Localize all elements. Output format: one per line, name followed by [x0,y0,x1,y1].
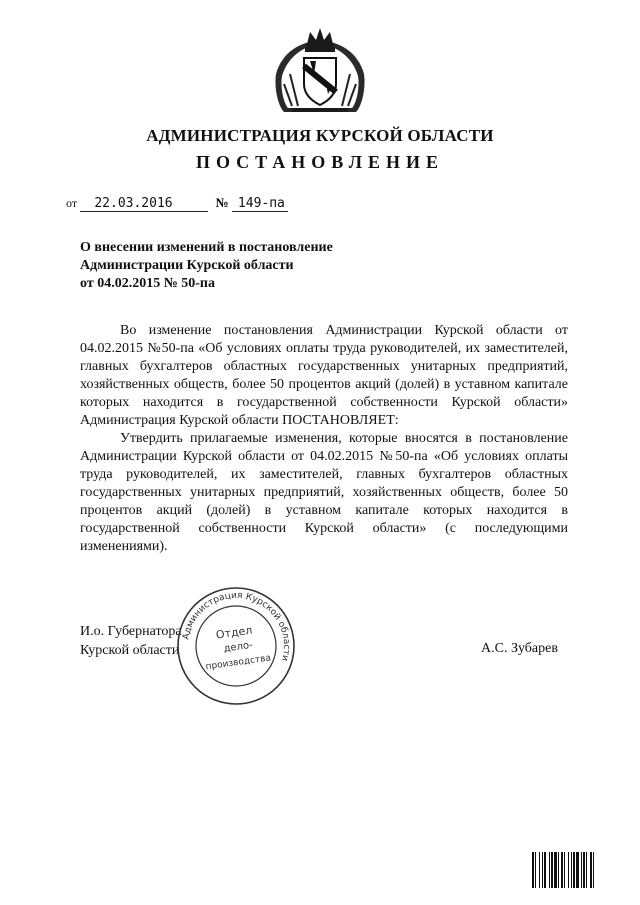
subject-line: Администрации Курской области [80,258,294,273]
document-date: 22.03.2016 [80,196,208,212]
stamp-center-line: Отдел [215,623,254,642]
official-stamp [174,584,298,708]
subject-line: О внесении изменений в постановление [80,240,333,255]
number-label: № [215,195,229,210]
signatory-position [80,622,182,660]
subject-line: от 04.02.2015 № 50-па [80,276,215,291]
position-line: И.о. Губернатора [80,624,182,639]
document-number-line [66,195,288,212]
document-number: 149-па [232,196,288,212]
stamp-center-line: дело- [222,639,254,655]
date-label: от [66,196,78,210]
document-subject [80,239,333,293]
coat-of-arms-icon [270,26,370,116]
document-type-title: ПОСТАНОВЛЕНИЕ [195,152,445,172]
stamp-center-line: производства [205,653,272,673]
barcode-icon [532,852,626,888]
document-body [80,322,568,556]
position-line: Курской области [80,643,180,658]
org-title: АДМИНИСТРАЦИЯ КУРСКОЙ ОБЛАСТИ [146,126,494,145]
body-paragraph: Утвердить прилагаемые изменения, которые вносятся в постановление Администрации Курской области от 04.02.2015 №50-па «Об условиях оплаты труда руководителей, их заместителей, главных бухгалтеров областных государственных унитарных предприятий, хозяйственных обществ, более 50 процентов акций (долей) в уставном капитале которых находится в государственной собственности Курской области» (с последующими изменениями). [80,431,568,554]
signatory-name: А.С. Зубарев [481,641,558,656]
body-paragraph: Во изменение постановления Администрации Курской области от 04.02.2015 №50-па «Об условиях оплаты труда руководителей, их заместителей, главных бухгалтеров областных государственных унитарных предприятий, хозяйственных обществ, более 50 процентов акций (долей) в уставном капитале которых находится в государственной собственности Курской области» Администрация Курской области ПОСТАНОВЛЯЕТ: [80,323,568,428]
stamp-ring-text: Администрация Курской области [181,590,292,662]
